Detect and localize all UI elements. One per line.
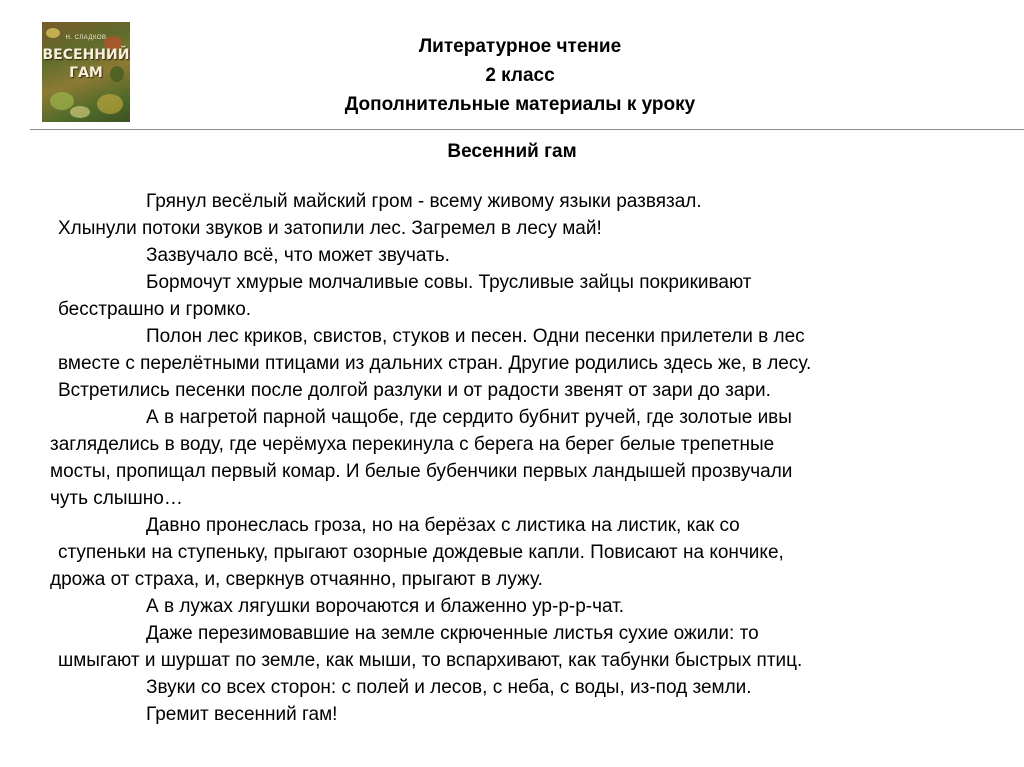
cover-title-line-1: ВЕСЕННИЙ bbox=[42, 47, 130, 63]
materials-heading: Дополнительные материалы к уроку bbox=[344, 94, 696, 115]
text-line: Зазвучало всё, что может звучать. bbox=[146, 245, 450, 266]
cover-decoration bbox=[50, 92, 74, 110]
text-line: Звуки со всех сторон: с полей и лесов, с неба, с воды, из-под земли. bbox=[146, 677, 752, 698]
text-line: Давно пронеслась гроза, но на берёзах с листика на листик, как со bbox=[146, 515, 740, 536]
text-line: вместе с перелётными птицами из дальних стран. Другие родились здесь же, в лесу. bbox=[58, 353, 812, 374]
text-line: Грянул весёлый майский гром - всему живому языки развязал. bbox=[146, 191, 702, 212]
text-line: Полон лес криков, свистов, стуков и песен. Одни песенки прилетели в лес bbox=[146, 326, 805, 347]
text-line: Даже перезимовавшие на земле скрюченные листья сухие ожили: то bbox=[146, 623, 759, 644]
text-line: чуть слышно… bbox=[50, 488, 183, 509]
grade-heading: 2 класс bbox=[485, 65, 555, 86]
cover-title bbox=[42, 46, 130, 82]
text-line: мосты, пропищал первый комар. И белые бубенчики первых ландышей прозвучали bbox=[50, 461, 793, 482]
slide-header bbox=[140, 32, 900, 119]
document-title: Весенний гам bbox=[447, 141, 577, 162]
text-line: шмыгают и шуршат по земле, как мыши, то вспархивают, как табунки быстрых птиц. bbox=[58, 650, 803, 671]
cover-decoration bbox=[70, 106, 90, 118]
text-line: бесстрашно и громко. bbox=[58, 299, 252, 320]
book-cover-image bbox=[42, 22, 130, 122]
cover-author: Н. СЛАДКОВ bbox=[65, 35, 107, 41]
header-divider bbox=[30, 129, 1024, 130]
text-line: Встретились песенки после долгой разлуки и от радости звенят от зари до зари. bbox=[58, 380, 771, 401]
cover-decoration bbox=[97, 94, 123, 114]
text-line: А в лужах лягушки ворочаются и блаженно ур-р-р-чат. bbox=[146, 596, 625, 617]
text-line: загляделись в воду, где черёмуха перекинула с берега на берег белые трепетные bbox=[50, 434, 775, 455]
text-line: Хлынули потоки звуков и затопили лес. Загремел в лесу май! bbox=[58, 218, 602, 239]
text-line: ступеньки на ступеньку, прыгают озорные дождевые капли. Повисают на кончике, bbox=[58, 542, 784, 563]
subject-heading: Литературное чтение bbox=[418, 36, 622, 57]
text-line: Гремит весенний гам! bbox=[146, 704, 338, 725]
text-line: Бормочут хмурые молчаливые совы. Трусливые зайцы покрикивают bbox=[146, 272, 752, 293]
text-line: А в нагретой парной чащобе, где сердито бубнит ручей, где золотые ивы bbox=[146, 407, 792, 428]
text-line: дрожа от страха, и, сверкнув отчаянно, прыгают в лужу. bbox=[50, 569, 543, 590]
cover-title-line-2: ГАМ bbox=[69, 65, 103, 81]
